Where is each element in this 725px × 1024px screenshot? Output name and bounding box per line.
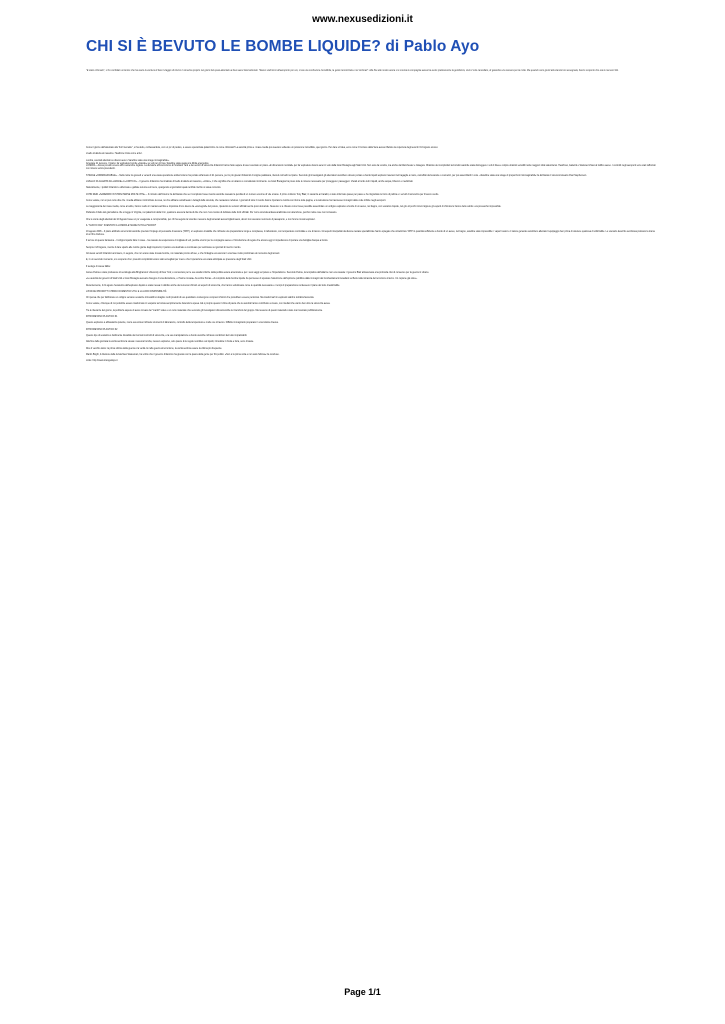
article-paragraph: Il teologo di cause fallite: xyxy=(86,265,111,268)
article-paragraph: Sempre il 20 Agosto, mentre il dare spazio alle notizie giunte dagli inquirenti, il panico era destinato a continuare per settimane sui giornali di mezzo mondo. xyxy=(86,246,241,249)
article-paragraph: Naturalmente, i politici britannici e affermate e galliate tenuma sul fuoco, spargendo ai giornalisti quale terribile rischio si stava correndo. xyxy=(86,187,222,190)
article-paragraph: Livello di allerta al massimo. Heathrow rinvia voli e arrivi. xyxy=(86,153,143,156)
article-paragraph: Questo esplosivo è abbastanza potente, ma la sua sintesi richiede strumenti di laboratorio, controllo della temperatura e molte ore di lavoro. Difficile immaginarlo preparato in una toilette d'aereo. xyxy=(86,322,279,325)
article-paragraph: Come vedete, non si può certo dire che i media abbiano minimizzato la cosa, né che abbiano sottolineato i dettagli della vicenda, che restavano nebulosi. I giornali di tutto il mondo hanno riportato la notizia con titoli a tutta pagina, e la televisione ha trasmesso immagini delle code infinite negli aeroporti. xyxy=(86,199,387,202)
site-header: www.nexusedizioni.it xyxy=(312,14,413,25)
article-paragraph: E, in un secondo momento, si è scoperto che i presunti complottisti erano stati sorvegliati per mesi e che l'operazione era stata anticipata su pressione degli Stati Uniti. xyxy=(86,259,252,262)
article-intro: "E stato ciclonato", si ho confidato un'amico che ha avuto la ventura di fare il viaggio di ritorno in America proprio nei giorni del quasi-attentato ai lieve aerei internazionali. "Siamo stati fermi all'aeroporto per ore, c'era una confusione incredibile, la gente terrorizzata e noi ciclonati". Alla fine alle nostre arena si è mostra la compagnia aerea ha avuto praticamente la gentilezza, visto il volo cancellato, di garantire una camera per la notte. Ma quando sono giunti alla stanza loro assegnata, hanno scoperto che era la numero 911. xyxy=(86,70,619,72)
article-paragraph: Tra le rilevanze del giorno, la polizia fa sapere di avere trovato dei "martiri" video e un certo materiale che secondo gli investigatori dimostrerebbe le intenzioni del gruppo. Ma nessuno di questi materiali è stato mai mostrato pubblicamente. xyxy=(86,309,323,312)
article-paragraph: LONDRA – Aveva previsti ovvero all'11 settembre inglese. La divisione anti-terrorismo di Scotland Yard e dei servizi di sicurezza britannici hanno fatto sapere di aver sventato un piano «di dimensioni mondiali» per far esplodere diversi aerei in volo dalla Gran Bretagna agli Stati Uniti. Non solo da Londra, ma anche da Manchester e Glasgow. Obiettivo dei complottisti terroristici sarebbe stata distruggere i voli di linea e colpire obiettivi sensibili nelle maggiori città statunitensi. Heathrow, Gatwick e Stansted chiusi al traffico aereo. I controlli negli aeroporti sono stati rafforzati con misure senza precedenti. xyxy=(86,165,656,171)
article-paragraph: IL "NUOVO 9/11" SVENTATO A LONDRA E' MADE IN HOLLYWOOD? xyxy=(86,224,157,227)
article-paragraph: Dice il vecchio detto: la prima vittima della guerra è la verità. E nella guerra al terrorismo, la verità sembra essere la vittima più frequente. xyxy=(86,347,223,350)
article-paragraph: Come vedete, chiunque di noi potrebbe essere trasformato in sospetto terrorista semplicemente facendo la spesa. Ed è proprio questo il clima di paura che le autorità hanno contribuito a creare, con risultati che vanno ben oltre la sicurezza aerea. xyxy=(86,303,331,306)
article-paragraph: LISTA DEI PRODOTTI CHIMICI DOMESTICI UTILI E LA LORO DISPONIBILITÀ: xyxy=(86,290,167,293)
article-paragraph: INTROMETANO PLASTICO #2 xyxy=(86,328,118,331)
article-paragraph: James Petras è stato professore di sociologia alla Binghamton University di New York; è conosciuto per le sue analisi critiche della politica estera americana e per i suoi saggi sul potere e l'imperialismo. Secondo Petras, la tempistica dell'allarme non era casuale: il governo Blair attraversava una profonda crisi di consenso per la guerra in Libano. xyxy=(86,271,430,274)
article-paragraph: Gli stessi servizi britannici ammisero, in seguito, che non erano state trovate bombe, né materiale pronto all'uso, e che l'indagine era ancora in una fase molto preliminare al momento degli arresti. xyxy=(86,253,280,256)
article-paragraph: JOHN REID «SAREMMO IN STATE PERSE MOLTE VITE» – Il ministro dell'Interno ha dichiarato che se il complotto fosse riuscito avrebbe causato la perdita di un numero enorme di vite umane. Il primo ministro Tony Blair, in vacanza ai Caraibi, è stato informato passo per passo e ha ringraziato le forze di polizia e i servizi di sicurezza per il lavoro svolto. xyxy=(86,193,439,196)
article-paragraph: Londra, sventati attentati su diversi aerei • Sarebbe stata una strage immaginabile». xyxy=(86,159,170,162)
article-paragraph: LIVELLO DI ALLERTA DA «GRAVE» A «CRITICO» – Il governo britannico ha innalzato il livello di allerta al massimo, «critico», il che significa che un attacco è considerato imminente. La Gran Bretagna ha preso tutte le misure necessarie per proteggere i passeggeri. Vietati a bordo tutti i liquidi, anche acqua, biberon e medicinali. xyxy=(86,180,414,183)
article-paragraph: Questo tipo di sostanza è facilmente rilevabile dai normali controlli di sicurezza, e la sua manipolazione a bordo avrebbe richiesto condizioni del tutto impraticabili. xyxy=(86,334,247,337)
article-paragraph: Come il giorno dell'attentato alle Torri Gemelle", si ha detto, confessandolo, con un po' di pudore, è essere speranzata palazzolino. E come criticcata? La autorità prima e i mass-media poi avevano sollevato un polverone incredibile, quei giorno. Per dare un'idea, ecco come il Corriere della Sera aveva riflettuto la copertura degli eventi il 10 Agosto scorso: xyxy=(86,147,439,149)
article-paragraph: La maggioranza dei mass media, come al solito, hanno svolto in maniera acritica e impulsiva il loro lavoro da «stenografi» del potere, ripetendo le versioni ufficiali senza porsi domande. Nessuno si è chiesto come fosse possibile assemblare un ordigno esplosivo a bordo di un aereo, nel bagno, con sostanze liquide, nel giro di pochi minuti. Eppure gli esperti di chimica lo hanno detto subito: era pressoché impossibile. xyxy=(86,206,502,209)
article-paragraph: 19 agosto 2006 – Il piano attribuito ai terroristi avrebbe previsto l'impiego di perossido di acetone (TATP), un esplosivo instabile che richiede una preparazione lunga e complessa, in laboratorio, con temperature controllate e ore di lavoro. Gli esperti interpellati da diverse testate specializzate hanno spiegato che sintetizzare TATP in quantità sufficiente a bordo di un aereo, nel bagno, sarebbe stato impossibile: i vapori tossici e il calore generato avrebbero allertato l'equipaggio ben prima di ottenere qualcosa di utilizzabile. Lo scenario descritto sembrava piuttosto la trama di un film d'azione. xyxy=(86,231,655,237)
article-paragraph: Chi pensa che per fabbricare un ordigno servano sostanze introvabili si sbaglia: molti prodotti di uso quotidiano contengono composti chimici che potrebbero essere pericolosi. Ma trasformarli in esplosivi stabili è tutt'altra faccenda. xyxy=(86,297,315,300)
article-paragraph: Che le storie degli attentati del 10 Agosto fosse un po' esagerate è comprensibile, per chi ha seguito la vicenda: nessuno degli arrestati aveva biglietti aerei, alcuni non avevano nemmeno il passaporto, e non furono trovati esplosivi. xyxy=(86,218,316,221)
article-paragraph: INTROMETANO PLASTICO #1 xyxy=(86,316,118,319)
article-paragraph: Il terrore di questo fantasma – l'ordigno liquido fatto in casa – ha causato la sospensione di migliaia di voli, perdite enormi per le compagnie aeree e l'introduzione di regole che ancora oggi ci impediscono di portare una bottiglia d'acqua a bordo. xyxy=(86,240,329,243)
article-body xyxy=(86,147,656,366)
article-title: CHI SI È BEVUTO LE BOMBE LIQUIDE? di Pablo Ayo xyxy=(86,38,480,55)
article-paragraph: Martin Bright, il direttore della rivista New Statesman, ha scritto che il governo britannico ha giocato con la paura della gente per fini politici. «Non è la prima volta e non sarà l'ultima» ha concluso. xyxy=(86,353,280,356)
article-paragraph: Recentemente, il 21 agosto l'esistenza dell'esplosivo liquido è stata messa in dubbio anche da numerosi chimici ed esperti di sicurezza, che hanno sottolineato come le quantità necessarie e i tempi di preparazione rendessero il piano del tutto irrealizzabile. xyxy=(86,284,341,287)
article-paragraph: STRAGE «INIMMAGINABILE» – Nella notte tra giovedì e venerdì una vasta operazione antiterrorismo ha portato all'arresto di 21 persone, per lo più giovani britannici di origine pakistana, ritenuti coinvolti nel piano. Secondo gli investigatori gli attentatori avrebbero dovuto portare a bordo liquidi esplosivi nascosti nel bagaglio a mano, camuffati da bevande o cosmetici, per poi assemblarli in volo. «Sarebbe stata una strage di proporzioni inimmaginabili» ha dichiarato il vicecommissario Paul Stephenson. xyxy=(86,174,587,177)
page-number: Page 1/1 xyxy=(344,987,381,997)
article-paragraph: Alla fine della giornata la verità sembra la stessa: nessuna bomba, nessun esplosivo, solo paura. E le regole restrittive sui liquidi, introdotte in fretta e furia, sono rimaste. xyxy=(86,341,254,344)
article-paragraph: Parlando di fatto del giornalismo che si legge in Virginia, nei palazzoni della Cnn, qualcuno aveva la faccia di dire che non c'era motivo di dubitare delle fonti ufficiali. Per noi la vicenda andava analizzata con attenzione, perché molte cose non tornavano. xyxy=(86,212,338,215)
article-paragraph: Arrestate 21 persone. Il piano: far esplodere bombe «liquide» su voli per gli Usa. Sarebbe stata usata una bibita energetica xyxy=(86,162,209,165)
article-paragraph: Links: http://www.strangedays.it xyxy=(86,360,118,363)
article-paragraph: «Le autorità dei governi di Stati Uniti e Gran Bretagna avevano bisogno di una distrazione, e l'hanno trovata» ha scritto Petras. «Il complotto delle bombe liquide ha permesso di spostare l'attenzione dell'opinione pubblica dalle immagini dei bombardamenti israeliani su Beirut alla minaccia del terrorismo interno. Un copione già visto». xyxy=(86,278,418,281)
